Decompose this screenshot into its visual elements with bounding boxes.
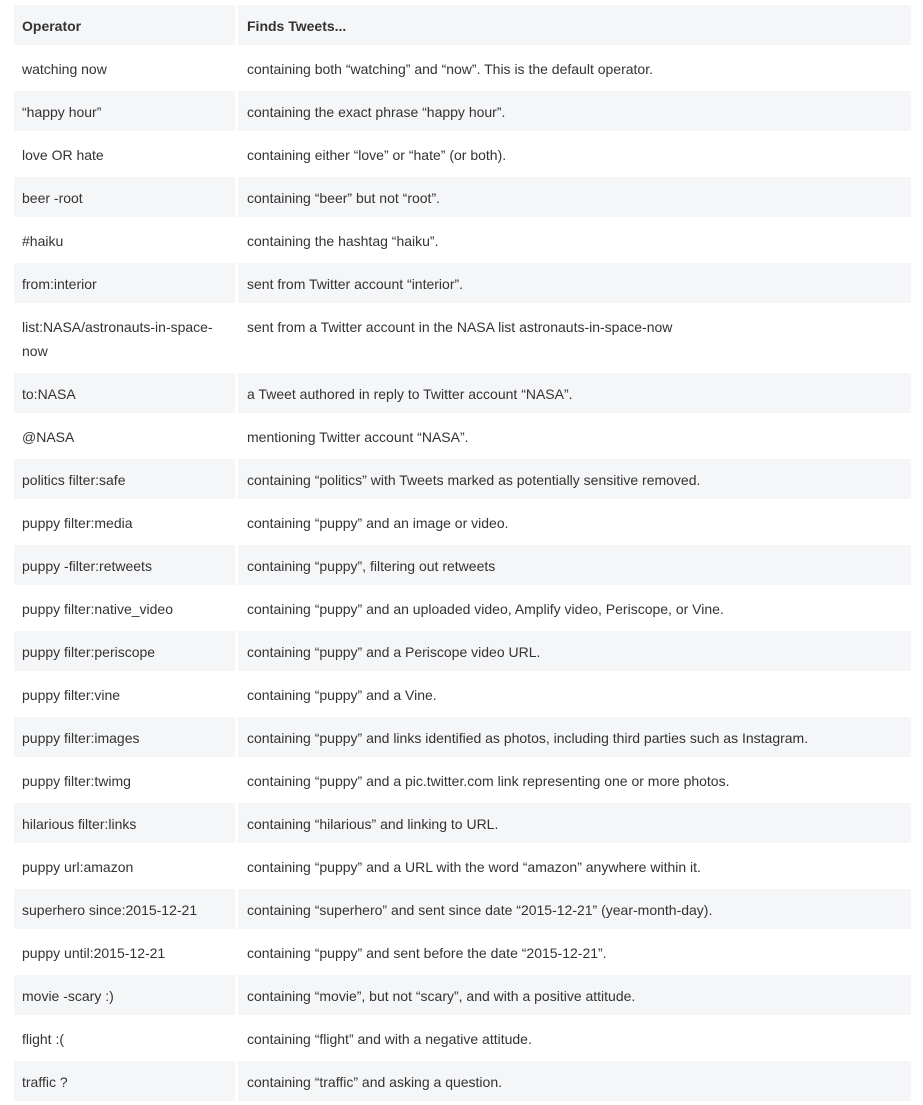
- operator-cell: #haiku: [14, 220, 238, 260]
- operator-cell: @NASA: [14, 416, 238, 456]
- table-row: [14, 373, 911, 413]
- operator-cell: puppy filter:periscope: [14, 631, 238, 671]
- operator-cell: superhero since:2015-12-21: [14, 889, 238, 929]
- operator-cell: “happy hour”: [14, 91, 238, 131]
- table-row: [14, 48, 911, 88]
- operator-cell: puppy filter:media: [14, 502, 238, 542]
- operator-cell: list:NASA/astronauts-in-space-now: [14, 306, 238, 370]
- table-header-row: [14, 5, 911, 45]
- operator-cell: puppy -filter:retweets: [14, 545, 238, 585]
- operator-cell: puppy url:amazon: [14, 846, 238, 886]
- table-row: [14, 134, 911, 174]
- operator-cell: puppy filter:native_video: [14, 588, 238, 628]
- search-operators-table-container: [14, 5, 911, 1104]
- table-row: [14, 502, 911, 542]
- header-finds-tweets: Finds Tweets...: [238, 5, 911, 45]
- description-cell: containing “puppy” and links identified as photos, including third parties such as Instagram.: [238, 717, 911, 757]
- description-cell: containing “puppy” and an image or video.: [238, 502, 911, 542]
- operator-cell: love OR hate: [14, 134, 238, 174]
- operator-cell: puppy filter:vine: [14, 674, 238, 714]
- description-cell: sent from a Twitter account in the NASA list astronauts-in-space-now: [238, 306, 911, 370]
- table-row: [14, 545, 911, 585]
- table-row: [14, 631, 911, 671]
- description-cell: containing “flight” and with a negative attitude.: [238, 1018, 911, 1058]
- description-cell: containing “traffic” and asking a question.: [238, 1061, 911, 1101]
- table-row: [14, 306, 911, 370]
- operator-cell: politics filter:safe: [14, 459, 238, 499]
- description-cell: sent from Twitter account “interior”.: [238, 263, 911, 303]
- operator-cell: flight :(: [14, 1018, 238, 1058]
- description-cell: containing “puppy” and a pic.twitter.com link representing one or more photos.: [238, 760, 911, 800]
- operator-cell: traffic ?: [14, 1061, 238, 1101]
- table-row: [14, 932, 911, 972]
- table-row: [14, 889, 911, 929]
- description-cell: containing “puppy” and a Periscope video URL.: [238, 631, 911, 671]
- table-row: [14, 803, 911, 843]
- search-operators-table: [14, 2, 911, 1104]
- operator-cell: beer -root: [14, 177, 238, 217]
- description-cell: containing “movie”, but not “scary”, and with a positive attitude.: [238, 975, 911, 1015]
- operator-cell: movie -scary :): [14, 975, 238, 1015]
- description-cell: mentioning Twitter account “NASA”.: [238, 416, 911, 456]
- table-row: [14, 459, 911, 499]
- operator-cell: watching now: [14, 48, 238, 88]
- table-row: [14, 846, 911, 886]
- table-row: [14, 220, 911, 260]
- description-cell: containing “puppy” and sent before the date “2015-12-21”.: [238, 932, 911, 972]
- description-cell: containing the hashtag “haiku”.: [238, 220, 911, 260]
- description-cell: containing “superhero” and sent since date “2015-12-21” (year-month-day).: [238, 889, 911, 929]
- table-body: [14, 48, 911, 1101]
- table-row: [14, 760, 911, 800]
- table-row: [14, 1018, 911, 1058]
- operator-cell: to:NASA: [14, 373, 238, 413]
- table-row: [14, 588, 911, 628]
- operator-cell: hilarious filter:links: [14, 803, 238, 843]
- description-cell: containing “beer” but not “root”.: [238, 177, 911, 217]
- description-cell: containing the exact phrase “happy hour”.: [238, 91, 911, 131]
- operator-cell: from:interior: [14, 263, 238, 303]
- description-cell: containing “politics” with Tweets marked as potentially sensitive removed.: [238, 459, 911, 499]
- description-cell: containing both “watching” and “now”. This is the default operator.: [238, 48, 911, 88]
- operator-cell: puppy filter:images: [14, 717, 238, 757]
- table-row: [14, 91, 911, 131]
- description-cell: containing “puppy” and an uploaded video, Amplify video, Periscope, or Vine.: [238, 588, 911, 628]
- description-cell: containing “puppy” and a Vine.: [238, 674, 911, 714]
- description-cell: containing “puppy”, filtering out retweets: [238, 545, 911, 585]
- description-cell: containing either “love” or “hate” (or both).: [238, 134, 911, 174]
- table-row: [14, 674, 911, 714]
- description-cell: a Tweet authored in reply to Twitter account “NASA”.: [238, 373, 911, 413]
- table-row: [14, 263, 911, 303]
- table-row: [14, 177, 911, 217]
- operator-cell: puppy until:2015-12-21: [14, 932, 238, 972]
- description-cell: containing “puppy” and a URL with the word “amazon” anywhere within it.: [238, 846, 911, 886]
- header-operator: Operator: [14, 5, 238, 45]
- operator-cell: puppy filter:twimg: [14, 760, 238, 800]
- table-row: [14, 975, 911, 1015]
- table-row: [14, 416, 911, 456]
- table-row: [14, 1061, 911, 1101]
- table-row: [14, 717, 911, 757]
- description-cell: containing “hilarious” and linking to URL.: [238, 803, 911, 843]
